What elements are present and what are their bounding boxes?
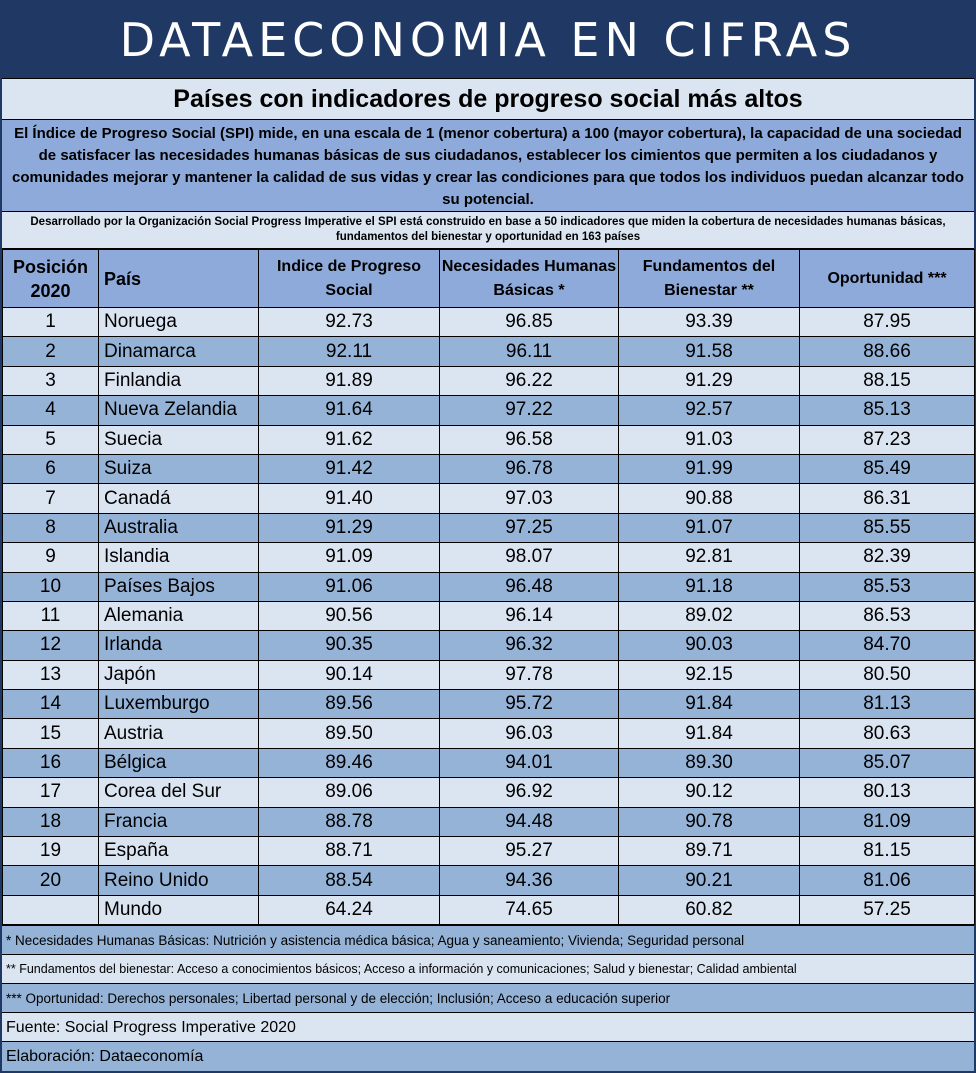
cell-wellbeing: 90.78 bbox=[619, 807, 800, 836]
table-row bbox=[3, 308, 975, 337]
cell-country: Alemania bbox=[99, 601, 259, 630]
cell-opportunity: 81.15 bbox=[800, 837, 975, 866]
header-wellbeing: Fundamentos del Bienestar ** bbox=[619, 250, 800, 308]
cell-opportunity: 80.13 bbox=[800, 778, 975, 807]
cell-country: Austria bbox=[99, 719, 259, 748]
cell-basic-needs: 95.72 bbox=[440, 690, 619, 719]
cell-spi: 91.06 bbox=[259, 572, 440, 601]
cell-spi: 91.42 bbox=[259, 454, 440, 483]
cell-position: 3 bbox=[3, 366, 99, 395]
cell-wellbeing: 91.07 bbox=[619, 513, 800, 542]
header-position: Posición 2020 bbox=[3, 250, 99, 308]
cell-basic-needs: 96.11 bbox=[440, 337, 619, 366]
cell-opportunity: 84.70 bbox=[800, 631, 975, 660]
cell-wellbeing: 89.30 bbox=[619, 748, 800, 777]
cell-spi: 89.56 bbox=[259, 690, 440, 719]
cell-wellbeing: 90.21 bbox=[619, 866, 800, 895]
banner bbox=[2, 2, 974, 78]
table-row bbox=[3, 366, 975, 395]
cell-position: 13 bbox=[3, 660, 99, 689]
banner-title: DATAECONOMIA EN CIFRAS bbox=[119, 13, 857, 67]
cell-opportunity: 81.09 bbox=[800, 807, 975, 836]
cell-opportunity: 86.53 bbox=[800, 601, 975, 630]
cell-basic-needs: 96.58 bbox=[440, 425, 619, 454]
cell-country: Francia bbox=[99, 807, 259, 836]
table-row bbox=[3, 807, 975, 836]
table-row bbox=[3, 719, 975, 748]
table-row bbox=[3, 543, 975, 572]
cell-spi: 91.40 bbox=[259, 484, 440, 513]
cell-position: 2 bbox=[3, 337, 99, 366]
header-country: País bbox=[99, 250, 259, 308]
cell-basic-needs: 96.85 bbox=[440, 308, 619, 337]
table-row bbox=[3, 748, 975, 777]
cell-position: 19 bbox=[3, 837, 99, 866]
table-body bbox=[3, 308, 975, 925]
cell-spi: 90.14 bbox=[259, 660, 440, 689]
cell-position: 5 bbox=[3, 425, 99, 454]
cell-wellbeing: 91.03 bbox=[619, 425, 800, 454]
cell-opportunity: 86.31 bbox=[800, 484, 975, 513]
cell-wellbeing: 90.12 bbox=[619, 778, 800, 807]
table-row bbox=[3, 396, 975, 425]
cell-spi: 90.56 bbox=[259, 601, 440, 630]
description: El Índice de Progreso Social (SPI) mide, en una escala de 1 (menor cobertura) a 100 (mayor cobertura), la capacidad de una sociedad de satisfacer las necesidades humanas básicas de sus ciudadanos, establecer los cimientos que permiten a los ciudadanos y comunidades mejorar y mantener la calidad de sus vidas y crear las condiciones para que todos los individuos puedan alcanzar todo su potencial. bbox=[2, 120, 974, 212]
cell-basic-needs: 96.14 bbox=[440, 601, 619, 630]
cell-opportunity: 88.66 bbox=[800, 337, 975, 366]
cell-wellbeing: 91.58 bbox=[619, 337, 800, 366]
cell-spi: 91.62 bbox=[259, 425, 440, 454]
cell-wellbeing: 90.88 bbox=[619, 484, 800, 513]
cell-basic-needs: 97.78 bbox=[440, 660, 619, 689]
cell-spi: 91.89 bbox=[259, 366, 440, 395]
cell-wellbeing: 91.29 bbox=[619, 366, 800, 395]
table-row bbox=[3, 778, 975, 807]
spi-table bbox=[2, 249, 975, 925]
cell-spi: 88.54 bbox=[259, 866, 440, 895]
cell-wellbeing: 89.71 bbox=[619, 837, 800, 866]
cell-country: España bbox=[99, 837, 259, 866]
table-row bbox=[3, 513, 975, 542]
cell-basic-needs: 97.03 bbox=[440, 484, 619, 513]
cell-basic-needs: 96.03 bbox=[440, 719, 619, 748]
cell-wellbeing: 90.03 bbox=[619, 631, 800, 660]
cell-country: Reino Unido bbox=[99, 866, 259, 895]
cell-spi: 92.11 bbox=[259, 337, 440, 366]
cell-spi: 89.06 bbox=[259, 778, 440, 807]
cell-position: 11 bbox=[3, 601, 99, 630]
cell-position: 20 bbox=[3, 866, 99, 895]
cell-opportunity: 81.13 bbox=[800, 690, 975, 719]
cell-position: 1 bbox=[3, 308, 99, 337]
cell-basic-needs: 96.48 bbox=[440, 572, 619, 601]
source-line: Fuente: Social Progress Imperative 2020 bbox=[2, 1013, 974, 1042]
cell-opportunity: 85.13 bbox=[800, 396, 975, 425]
cell-country: Australia bbox=[99, 513, 259, 542]
cell-opportunity: 80.63 bbox=[800, 719, 975, 748]
cell-country: Suiza bbox=[99, 454, 259, 483]
cell-position: 16 bbox=[3, 748, 99, 777]
cell-country: Islandia bbox=[99, 543, 259, 572]
cell-country: Irlanda bbox=[99, 631, 259, 660]
cell-position: 17 bbox=[3, 778, 99, 807]
header-basic-needs: Necesidades Humanas Básicas * bbox=[440, 250, 619, 308]
cell-spi: 88.71 bbox=[259, 837, 440, 866]
cell-position: 10 bbox=[3, 572, 99, 601]
cell-position: 18 bbox=[3, 807, 99, 836]
cell-wellbeing: 91.99 bbox=[619, 454, 800, 483]
cell-wellbeing: 60.82 bbox=[619, 895, 800, 924]
cell-position: 14 bbox=[3, 690, 99, 719]
author-line: Elaboración: Dataeconomía bbox=[6, 1048, 204, 1066]
cell-country: Suecia bbox=[99, 425, 259, 454]
methodology-note: Desarrollado por la Organización Social Progress Imperative el SPI está construido en base a 50 indicadores que miden la cobertura de necesidades humanas básicas, fundamentos del bienestar y oportunidad en 163 países bbox=[2, 212, 974, 249]
cell-basic-needs: 98.07 bbox=[440, 543, 619, 572]
cell-position: 7 bbox=[3, 484, 99, 513]
cell-wellbeing: 91.84 bbox=[619, 719, 800, 748]
table-row bbox=[3, 660, 975, 689]
table-header-row bbox=[3, 250, 975, 308]
table-row bbox=[3, 837, 975, 866]
cell-wellbeing: 91.84 bbox=[619, 690, 800, 719]
cell-country: Japón bbox=[99, 660, 259, 689]
cell-basic-needs: 94.36 bbox=[440, 866, 619, 895]
cell-spi: 91.29 bbox=[259, 513, 440, 542]
cell-opportunity: 85.55 bbox=[800, 513, 975, 542]
table-row bbox=[3, 572, 975, 601]
cell-wellbeing: 92.15 bbox=[619, 660, 800, 689]
cell-opportunity: 87.23 bbox=[800, 425, 975, 454]
cell-country: Nueva Zelandia bbox=[99, 396, 259, 425]
table-row bbox=[3, 866, 975, 895]
cell-spi: 89.50 bbox=[259, 719, 440, 748]
cell-opportunity: 81.06 bbox=[800, 866, 975, 895]
cell-spi: 89.46 bbox=[259, 748, 440, 777]
table-row bbox=[3, 454, 975, 483]
cell-basic-needs: 96.32 bbox=[440, 631, 619, 660]
table-row bbox=[3, 425, 975, 454]
header-spi: Indice de Progreso Social bbox=[259, 250, 440, 308]
cell-opportunity: 82.39 bbox=[800, 543, 975, 572]
cell-wellbeing: 92.57 bbox=[619, 396, 800, 425]
cell-country: Corea del Sur bbox=[99, 778, 259, 807]
cell-wellbeing: 89.02 bbox=[619, 601, 800, 630]
cell-basic-needs: 94.48 bbox=[440, 807, 619, 836]
cell-basic-needs: 97.22 bbox=[440, 396, 619, 425]
table-row bbox=[3, 895, 975, 924]
cell-basic-needs: 97.25 bbox=[440, 513, 619, 542]
cell-spi: 92.73 bbox=[259, 308, 440, 337]
header-opportunity: Oportunidad *** bbox=[800, 250, 975, 308]
cell-country: Bélgica bbox=[99, 748, 259, 777]
cell-basic-needs: 74.65 bbox=[440, 895, 619, 924]
cell-opportunity: 57.25 bbox=[800, 895, 975, 924]
cell-opportunity: 80.50 bbox=[800, 660, 975, 689]
cell-position: 12 bbox=[3, 631, 99, 660]
cell-opportunity: 85.49 bbox=[800, 454, 975, 483]
cell-basic-needs: 94.01 bbox=[440, 748, 619, 777]
cell-country: Noruega bbox=[99, 308, 259, 337]
table-row bbox=[3, 690, 975, 719]
table-row bbox=[3, 484, 975, 513]
cell-position: 9 bbox=[3, 543, 99, 572]
cell-spi: 88.78 bbox=[259, 807, 440, 836]
table-row bbox=[3, 631, 975, 660]
cell-wellbeing: 93.39 bbox=[619, 308, 800, 337]
cell-country: Finlandia bbox=[99, 366, 259, 395]
cell-basic-needs: 96.92 bbox=[440, 778, 619, 807]
cell-position: 15 bbox=[3, 719, 99, 748]
cell-position: 6 bbox=[3, 454, 99, 483]
cell-spi: 64.24 bbox=[259, 895, 440, 924]
cell-position: 4 bbox=[3, 396, 99, 425]
cell-basic-needs: 96.78 bbox=[440, 454, 619, 483]
table-row bbox=[3, 601, 975, 630]
cell-wellbeing: 92.81 bbox=[619, 543, 800, 572]
footnote-basic-needs: * Necesidades Humanas Básicas: Nutrición y asistencia médica básica; Agua y saneamiento; Vivienda; Seguridad personal bbox=[2, 926, 974, 955]
cell-opportunity: 87.95 bbox=[800, 308, 975, 337]
cell-wellbeing: 91.18 bbox=[619, 572, 800, 601]
cell-country: Mundo bbox=[99, 895, 259, 924]
cell-country: Países Bajos bbox=[99, 572, 259, 601]
cell-opportunity: 85.53 bbox=[800, 572, 975, 601]
page-title: Países con indicadores de progreso social más altos bbox=[173, 84, 803, 113]
title-bar bbox=[2, 78, 974, 120]
cell-position: 8 bbox=[3, 513, 99, 542]
footnote-opportunity: *** Oportunidad: Derechos personales; Libertad personal y de elección; Inclusión; Acceso a educación superior bbox=[2, 984, 974, 1013]
cell-basic-needs: 95.27 bbox=[440, 837, 619, 866]
cell-spi: 91.09 bbox=[259, 543, 440, 572]
table-row bbox=[3, 337, 975, 366]
cell-spi: 91.64 bbox=[259, 396, 440, 425]
cell-opportunity: 88.15 bbox=[800, 366, 975, 395]
footnote-wellbeing: ** Fundamentos del bienestar: Acceso a conocimientos básicos; Acceso a información y comunicaciones; Salud y bienestar; Calidad ambiental bbox=[2, 955, 974, 984]
cell-basic-needs: 96.22 bbox=[440, 366, 619, 395]
footer bbox=[2, 925, 974, 1071]
cell-spi: 90.35 bbox=[259, 631, 440, 660]
cell-country: Luxemburgo bbox=[99, 690, 259, 719]
cell-country: Dinamarca bbox=[99, 337, 259, 366]
cell-position bbox=[3, 895, 99, 924]
cell-opportunity: 85.07 bbox=[800, 748, 975, 777]
cell-country: Canadá bbox=[99, 484, 259, 513]
